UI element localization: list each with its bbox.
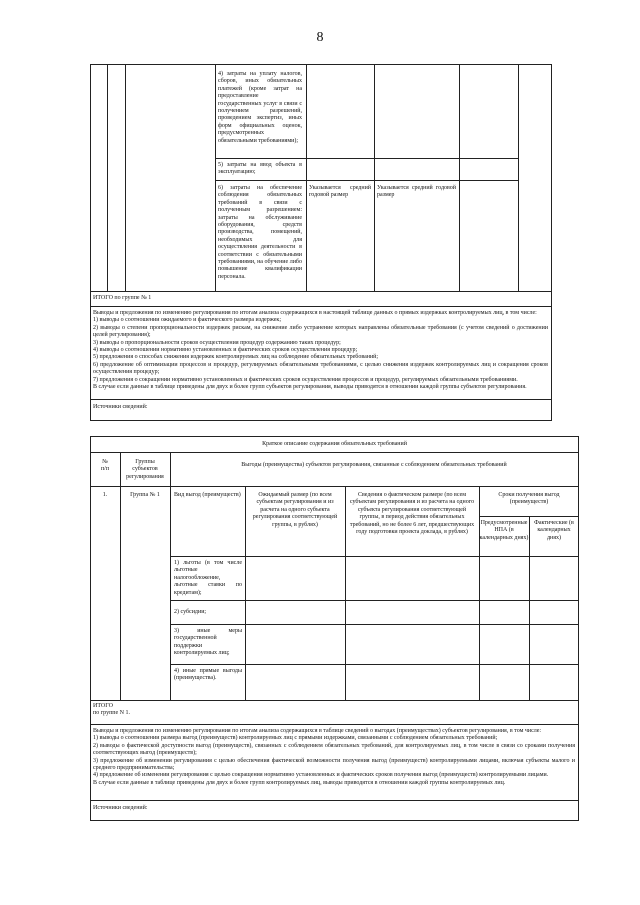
col-header-terms: Сроки получения выгод (преимуществ) xyxy=(498,492,560,506)
col-header-groups: Группы субъектов регулирования xyxy=(126,459,164,480)
conclusions-costs: Выводы и предложения по изменению регулирования по итогам анализа содержащихся в настоящей таблице данных о прямых издержках контролируемых лиц, в том числе: 1) выводы о соотношении ожидаемого и фактического размера издержек; 2) выводы о степени пропорциональности издержек рискам, на снижение либо устранение которых направлены обязательные требования (с учетом сведений о достижении целей регулирования); 3) выводы о пропорциональности сроков осуществления процедур содержанию таких процедур; 4) выводы о соотношении нормативно установленных и фактических сроков осуществления процедур; 5) предложения о способах снижения издержек контролируемых лиц на соблюдение обязательных требований; 6) предложение об оптимизации процессов и процедур, регулируемых обязательными требованиями, с целью снижения издержек контролируемых лиц и сокращения сроков осуществления процедур; 7) предложения о сокращении нормативно установленных и фактических сроков осуществления процессов и процедур, регулируемых обязательными требованиями. В случае если данные в таблице приведены для двух и более групп субъектов регулирования, выводы приводятся в отношении каждой группы субъектов регулирования. xyxy=(93,310,548,391)
sources-top: Источники сведений: xyxy=(93,404,148,410)
sources-bottom: Источники сведений: xyxy=(93,805,148,811)
col-header-terms-actual: Фактические (в календарных днях) xyxy=(534,520,574,541)
col-header-number: № п/п xyxy=(100,459,110,473)
avg-size-actual: Указывается средний годовой размер xyxy=(377,185,456,199)
conclusions-benefits: Выводы и предложения по изменению регулирования по итогам анализа содержащихся в таблице сведений о выгодах (преимуществах) субъектов регулирования, в том числе: 1) выводы о соотношении размера выгод (преимуществ) контролируемых лиц с прямыми издержками, связанными с соблюдением обязательных требований; 2) выводы о фактической доступности выгод (преимуществ), связанных с соблюдением обязательных требований, для контролируемых лиц, в том числе в связи со сроками получения соответствующих выгод (преимуществ); 3) предложение об изменении регулирования с целью обеспечения фактической возможности получения выгод (преимуществ) контролируемыми лицами, включая субъекты малого и среднего предпринимательства; 4) предложение об изменении регулирования с целью сокращения нормативно установленных и фактических сроков получения выгод (преимуществ) контролируемыми лицами. В случае если данные в таблице приведены для двух и более групп контролируемых лиц, выводы приводятся в отношении каждой группы контролируемых лиц. xyxy=(93,728,575,786)
total-group-1-benefits: ИТОГО по группе N 1. xyxy=(93,703,131,717)
cost-item-taxes: 4) затраты на уплату налогов, сборов, иных обязательных платежей (кроме затрат на предоставление государственных услуг в связи с получением разрешений, проведением экспертиз, иных форм официальных оценок, предусмотренных обязательными требованиями); xyxy=(218,71,302,144)
group-name: Группа № 1 xyxy=(130,492,160,498)
col-header-benefit-type: Вид выгод (преимуществ) xyxy=(174,492,241,498)
col-header-terms-npa: Предусмотренные НПА (в календарных днях) xyxy=(479,520,529,541)
cost-item-compliance: 6) затраты на обеспечение соблюдения обязательных требований в связи с полученным разрешением: затраты на обслуживание оборудования, средств производства, помещений, необходимых для осуществления деятельности в соответствии с обязательными требованиями, на обучение либо повышение квалификации персонала. xyxy=(218,185,302,280)
col-header-benefits: Выгоды (преимущества) субъектов регулирования, связанные с соблюдением обязательных требований xyxy=(241,462,507,468)
avg-size-expected: Указывается средний годовой размер xyxy=(309,185,371,199)
requirements-title: Краткое описание содержания обязательных требований xyxy=(262,441,407,447)
cost-item-commissioning: 5) затраты на ввод объекта в эксплуатацию; xyxy=(218,162,302,176)
total-group-1: ИТОГО по группе № 1 xyxy=(93,295,152,301)
benefit-item-subsidies: 2) субсидии; xyxy=(174,609,207,615)
benefit-item-state-support: 3) иные меры государственной поддержки контролируемых лиц; xyxy=(174,628,242,657)
benefit-item-privileges: 1) льготы (в том числе льготные налогообложение, льготные ставки по кредитам); xyxy=(174,560,242,596)
page-number: 8 xyxy=(316,30,324,45)
row-number: 1. xyxy=(102,492,108,498)
col-header-expected-size: Ожидаемый размер (по всем субъектам регулирования и из расчета на одного субъекта регулирования соответствующей группы, в рублях) xyxy=(252,492,338,528)
col-header-actual-size: Сведения о фактическом размере (по всем субъектам регулирования и из расчета на одного субъекта регулирования соответствующей группы, в период действия обязательных требований, но не более 6 лет, предшествующих году подготовки проекта доклада, в рублях) xyxy=(349,492,475,536)
benefit-item-direct: 4) иные прямые выгоды (преимущества). xyxy=(174,668,242,682)
